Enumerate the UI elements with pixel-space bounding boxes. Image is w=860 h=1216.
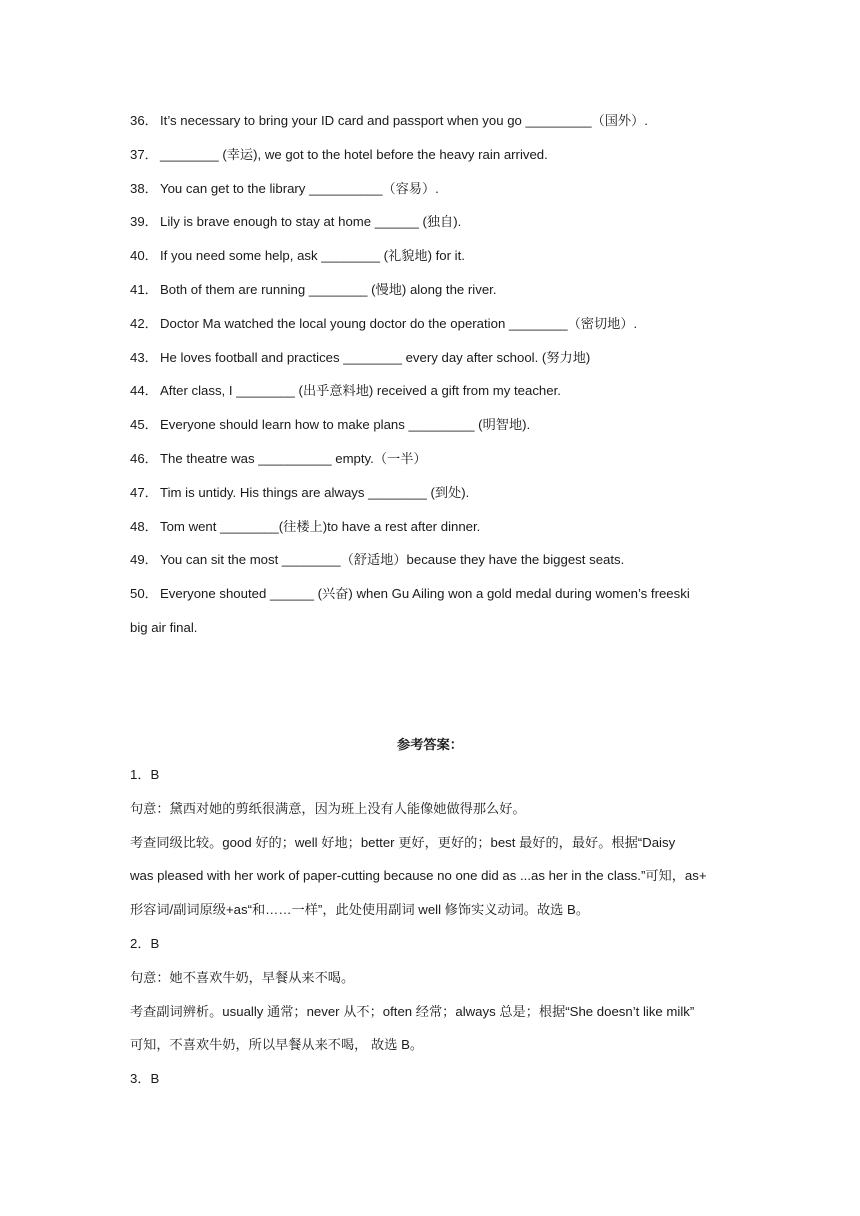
- question-item: 49． You can sit the most ________（舒适地）because they have the biggest seats.: [130, 552, 625, 568]
- question-item: 50． Everyone shouted ______ (兴奋) when Gu Ailing won a gold medal during women’s freeski: [130, 586, 690, 602]
- question-item: 47． Tim is untidy. His things are always ________ (到处).: [130, 484, 470, 500]
- question-item: 37． ________ (幸运), we got to the hotel before the heavy rain arrived.: [130, 146, 548, 162]
- question-item: 46． The theatre was __________ empty.（一半）: [130, 450, 427, 466]
- question-item: 43． He loves football and practices ________ every day after school. (努力地): [130, 349, 591, 365]
- question-item: 42． Doctor Ma watched the local young doctor do the operation ________（密切地）.: [130, 315, 638, 331]
- answer-line: 考查同级比较。good 好的；well 好地；better 更好，更好的；best 最好的，最好。根据“Daisy: [130, 834, 676, 850]
- question-list: [130, 111, 730, 648]
- question-item: 48． Tom went ________(往楼上)to have a rest after dinner.: [130, 518, 481, 534]
- question-continuation: big air final.: [130, 620, 198, 636]
- question-item: 45． Everyone should learn how to make plans _________ (明智地).: [130, 417, 531, 433]
- question-item: 41． Both of them are running ________ (慢地) along the river.: [130, 281, 497, 297]
- question-item: 39． Lily is brave enough to stay at home ______ (独自).: [130, 214, 462, 230]
- question-item: 40． If you need some help, ask ________ (礼貌地) for it.: [130, 248, 465, 264]
- question-item: 36． It’s necessary to bring your ID card and passport when you go _________（国外）.: [130, 113, 648, 128]
- answer-line: 形容词/副词原级+as“和……一样”，此处使用副词 well 修饰实义动词。故选 B。: [130, 902, 590, 918]
- answer-line: 可知，不喜欢牛奶，所以早餐从来不喝， 故选 B。: [130, 1037, 424, 1053]
- answer-section: [130, 735, 730, 1103]
- answer-line: 2．B: [130, 935, 160, 951]
- question-item: 38． You can get to the library __________（容易）.: [130, 180, 439, 196]
- answer-line: 3．B: [130, 1071, 160, 1087]
- answer-line: 考查副词辨析。usually 通常；never 从不；often 经常；always 总是；根据“She doesn’t like milk”: [130, 1003, 695, 1019]
- question-item: 44． After class, I ________ (出乎意料地) received a gift from my teacher.: [130, 383, 561, 399]
- answer-line: 1．B: [130, 767, 160, 782]
- answers-title: 参考答案：: [397, 737, 463, 752]
- answer-line: 句意：黛西对她的剪纸很满意，因为班上没有人能像她做得那么好。: [130, 800, 526, 816]
- answer-line: 句意：她不喜欢牛奶，早餐从来不喝。: [130, 969, 355, 985]
- answer-line: was pleased with her work of paper-cutting because no one did as ...as her in the class.”可知，as+: [130, 868, 707, 884]
